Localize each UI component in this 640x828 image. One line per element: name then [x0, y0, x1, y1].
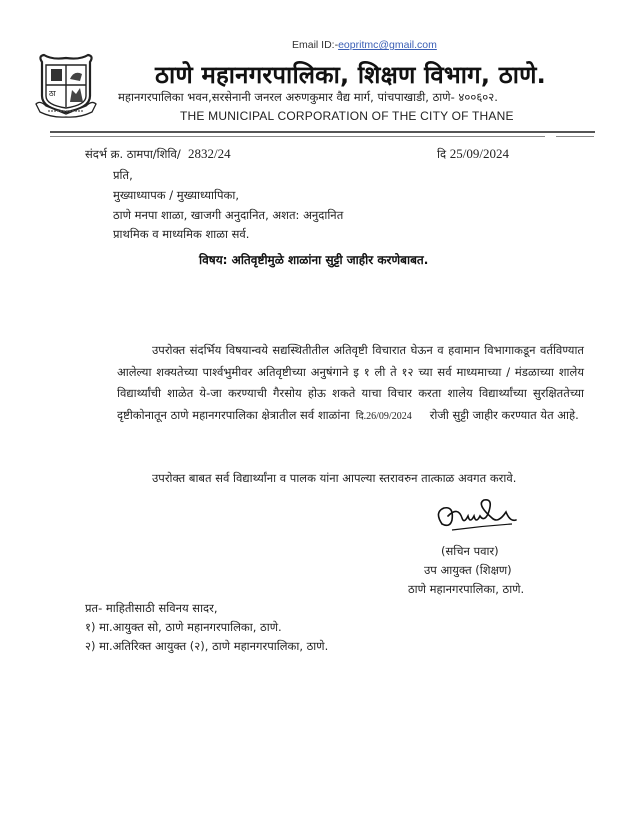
signature-icon — [432, 494, 542, 538]
letter-date: दि 25/09/2024 — [437, 146, 509, 161]
corporation-emblem-icon — [34, 52, 98, 118]
header-divider-thin-right — [556, 136, 594, 137]
addressee-line: मुख्याध्यापक / मुख्याध्यापिका, — [113, 188, 239, 202]
copy-to-heading: प्रत- माहितीसाठी सविनय सादर, — [85, 601, 218, 615]
email-link[interactable]: eopritmc@gmail.com — [338, 39, 437, 51]
signatory-organization: ठाणे महानगरपालिका, ठाणे. — [408, 582, 525, 596]
body-paragraph-1: उपरोक्त संदर्भिय विषयान्वये सद्यस्थितीतील अतिवृष्टी विचारात घेऊन व हवामान विभागाकडून वर्तविण्यात आलेल्या शक्यतेच्या पार्श्वभुमीवर अतिवृष्टीच्या अनुषंगाने इ १ ली ते १२ च्या सर्व माध्यमाच्या / मंडळाच्या शालेय विद्यार्थ्यांची शाळेत ये-जा करण्याची गैरसोय होऊ शकते याचा विचार करता शालेय विद्यार्थ्यांच्या सुरक्षिततेच्या दृष्टीकोनातून ठाणे महानगरपालिका क्षेत्रातील सर्व शाळांना दि.26/09/2024 रोजी सुट्टी जाहीर करण्यात येत आहे. — [117, 343, 584, 422]
addressee-line: प्रति, — [113, 168, 133, 182]
copy-to-item: २) मा.अतिरिक्त आयुक्त (२), ठाणे महानगरपालिका, ठाणे. — [85, 639, 329, 653]
signatory-name: (सचिन पवार) — [441, 544, 499, 558]
reference-number: संदर्भ क्र. ठामपा/शिवि/ 2832/24 — [85, 146, 231, 161]
header-divider — [50, 131, 595, 133]
addressee-line: प्राथमिक व माध्यमिक शाळा सर्व. — [113, 227, 250, 241]
signatory-designation: उप आयुक्त (शिक्षण) — [424, 563, 512, 577]
svg-text:ठा: ठा — [49, 89, 56, 98]
email-label: Email ID:- — [292, 39, 339, 51]
letter-subject: विषय: अतिवृष्टीमुळे शाळांना सुट्टी जाहीर करणेबाबत. — [199, 253, 429, 267]
holiday-date: दि.26/09/2024 — [355, 410, 412, 422]
corporation-english-name: THE MUNICIPAL CORPORATION OF THE CITY OF THANE — [180, 109, 514, 123]
header-divider-thin — [50, 136, 545, 137]
department-title: ठाणे महानगरपालिका, शिक्षण विभाग, ठाणे. — [155, 61, 546, 89]
body-paragraph-2: उपरोक्त बाबत सर्व विद्यार्थ्यांना व पालक यांना आपल्या स्तरावरुन तात्काळ अवगत करावे. — [152, 471, 517, 485]
office-address: महानगरपालिका भवन,सरसेनानी जनरल अरुणकुमार वैद्य मार्ग, पांचपाखाडी, ठाणे- ४००६०२. — [118, 90, 498, 104]
email-line — [292, 39, 437, 51]
copy-to-item: १) मा.आयुक्त सो, ठाणे महानगरपालिका, ठाणे. — [85, 620, 282, 634]
addressee-line: ठाणे मनपा शाळा, खाजगी अनुदानित, अशत: अनुदानित — [113, 208, 344, 222]
